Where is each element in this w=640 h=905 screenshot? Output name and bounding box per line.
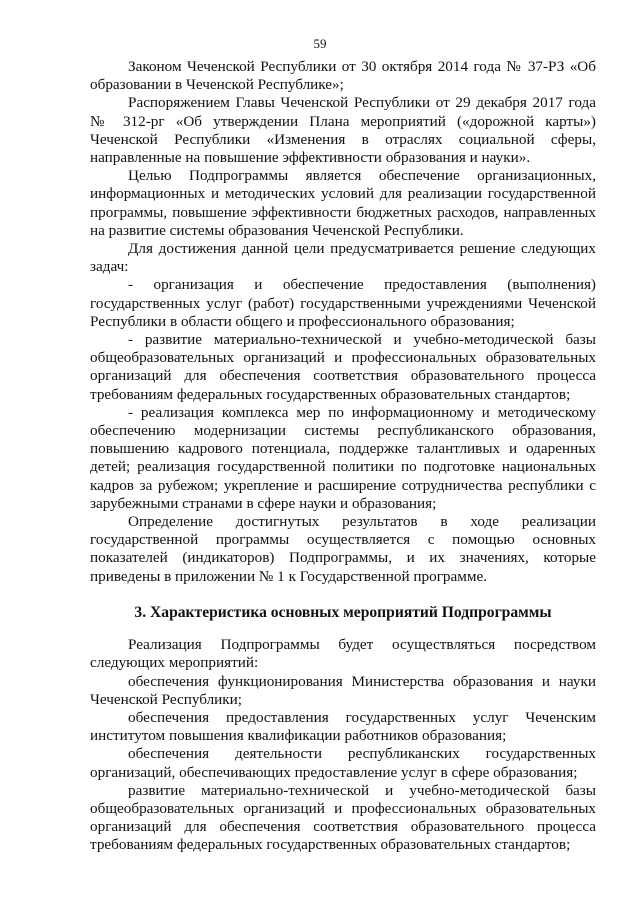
section-heading: 3. Характеристика основных мероприятий Подпрограммы bbox=[134, 603, 552, 621]
page-number: 59 bbox=[313, 36, 327, 51]
activity-list-item: обеспечения деятельности республиканских государственных организаций, обеспечивающих предоставление услуг в сфере образования; bbox=[90, 745, 596, 781]
task-list-item: - развитие материально-технической и учебно-методической базы общеобразовательных организаций и профессиональных образовательных организаций для обеспечения соответствия образовательного процесса требованиям федеральных государственных образовательных стандартов; bbox=[90, 331, 596, 403]
task-list-item: - организация и обеспечение предоставления (выполнения) государственных услуг (работ) государственными учреждениями Чеченской Республики в области общего и профессионального образования; bbox=[90, 276, 596, 330]
activity-list-item: обеспечения функционирования Министерства образования и науки Чеченской Республики; bbox=[90, 672, 596, 708]
task-list-item: - реализация комплекса мер по информационному и методическому обеспечению модернизации системы республиканского образования, повышению кадрового потенциала, поддержке талантливых и одаренных детей; реализация государственной политики по подготовке национальных кадров за рубежом; укрепление и расширение сотрудничества республики с зарубежными странами в сфере науки и образования; bbox=[90, 403, 596, 512]
activity-list-item: развитие материально-технической и учебно-методической базы общеобразовательных организаций и профессиональных образовательных организаций для обеспечения соответствия образовательного процесса требованиям федеральных государственных образовательных стандартов; bbox=[90, 781, 596, 854]
activity-list-item: обеспечения предоставления государственных услуг Чеченским институтом повышения квалификации работников образования; bbox=[90, 708, 596, 745]
paragraph: Законом Чеченской Республики от 30 октября 2014 года № 37-РЗ «Об образовании в Чеченской Республике»; bbox=[90, 58, 596, 94]
document-body bbox=[90, 58, 596, 855]
paragraph: Для достижения данной цели предусматривается решение следующих задач: bbox=[90, 240, 596, 276]
paragraph: Целью Подпрограммы является обеспечение организационных, информационных и методических условий для реализации государственной программы, повышение эффективности бюджетных расходов, направленных на развитие системы образования Чеченской Республики. bbox=[90, 167, 596, 239]
paragraph: Распоряжением Главы Чеченской Республики от 29 декабря 2017 года № 312-рг «Об утверждении Плана мероприятий («дорожной карты») Чеченской Республики «Изменения в отраслях социальной сферы, направленные на повышение эффективности образования и науки». bbox=[90, 94, 596, 167]
paragraph: Реализация Подпрограммы будет осуществляться посредством следующих мероприятий: bbox=[90, 636, 596, 672]
paragraph: Определение достигнутых результатов в ходе реализации государственной программы осуществляется с помощью основных показателей (индикаторов) Подпрограммы, и их значениях, которые приведены в приложении № 1 к Государственной программе. bbox=[90, 513, 596, 585]
